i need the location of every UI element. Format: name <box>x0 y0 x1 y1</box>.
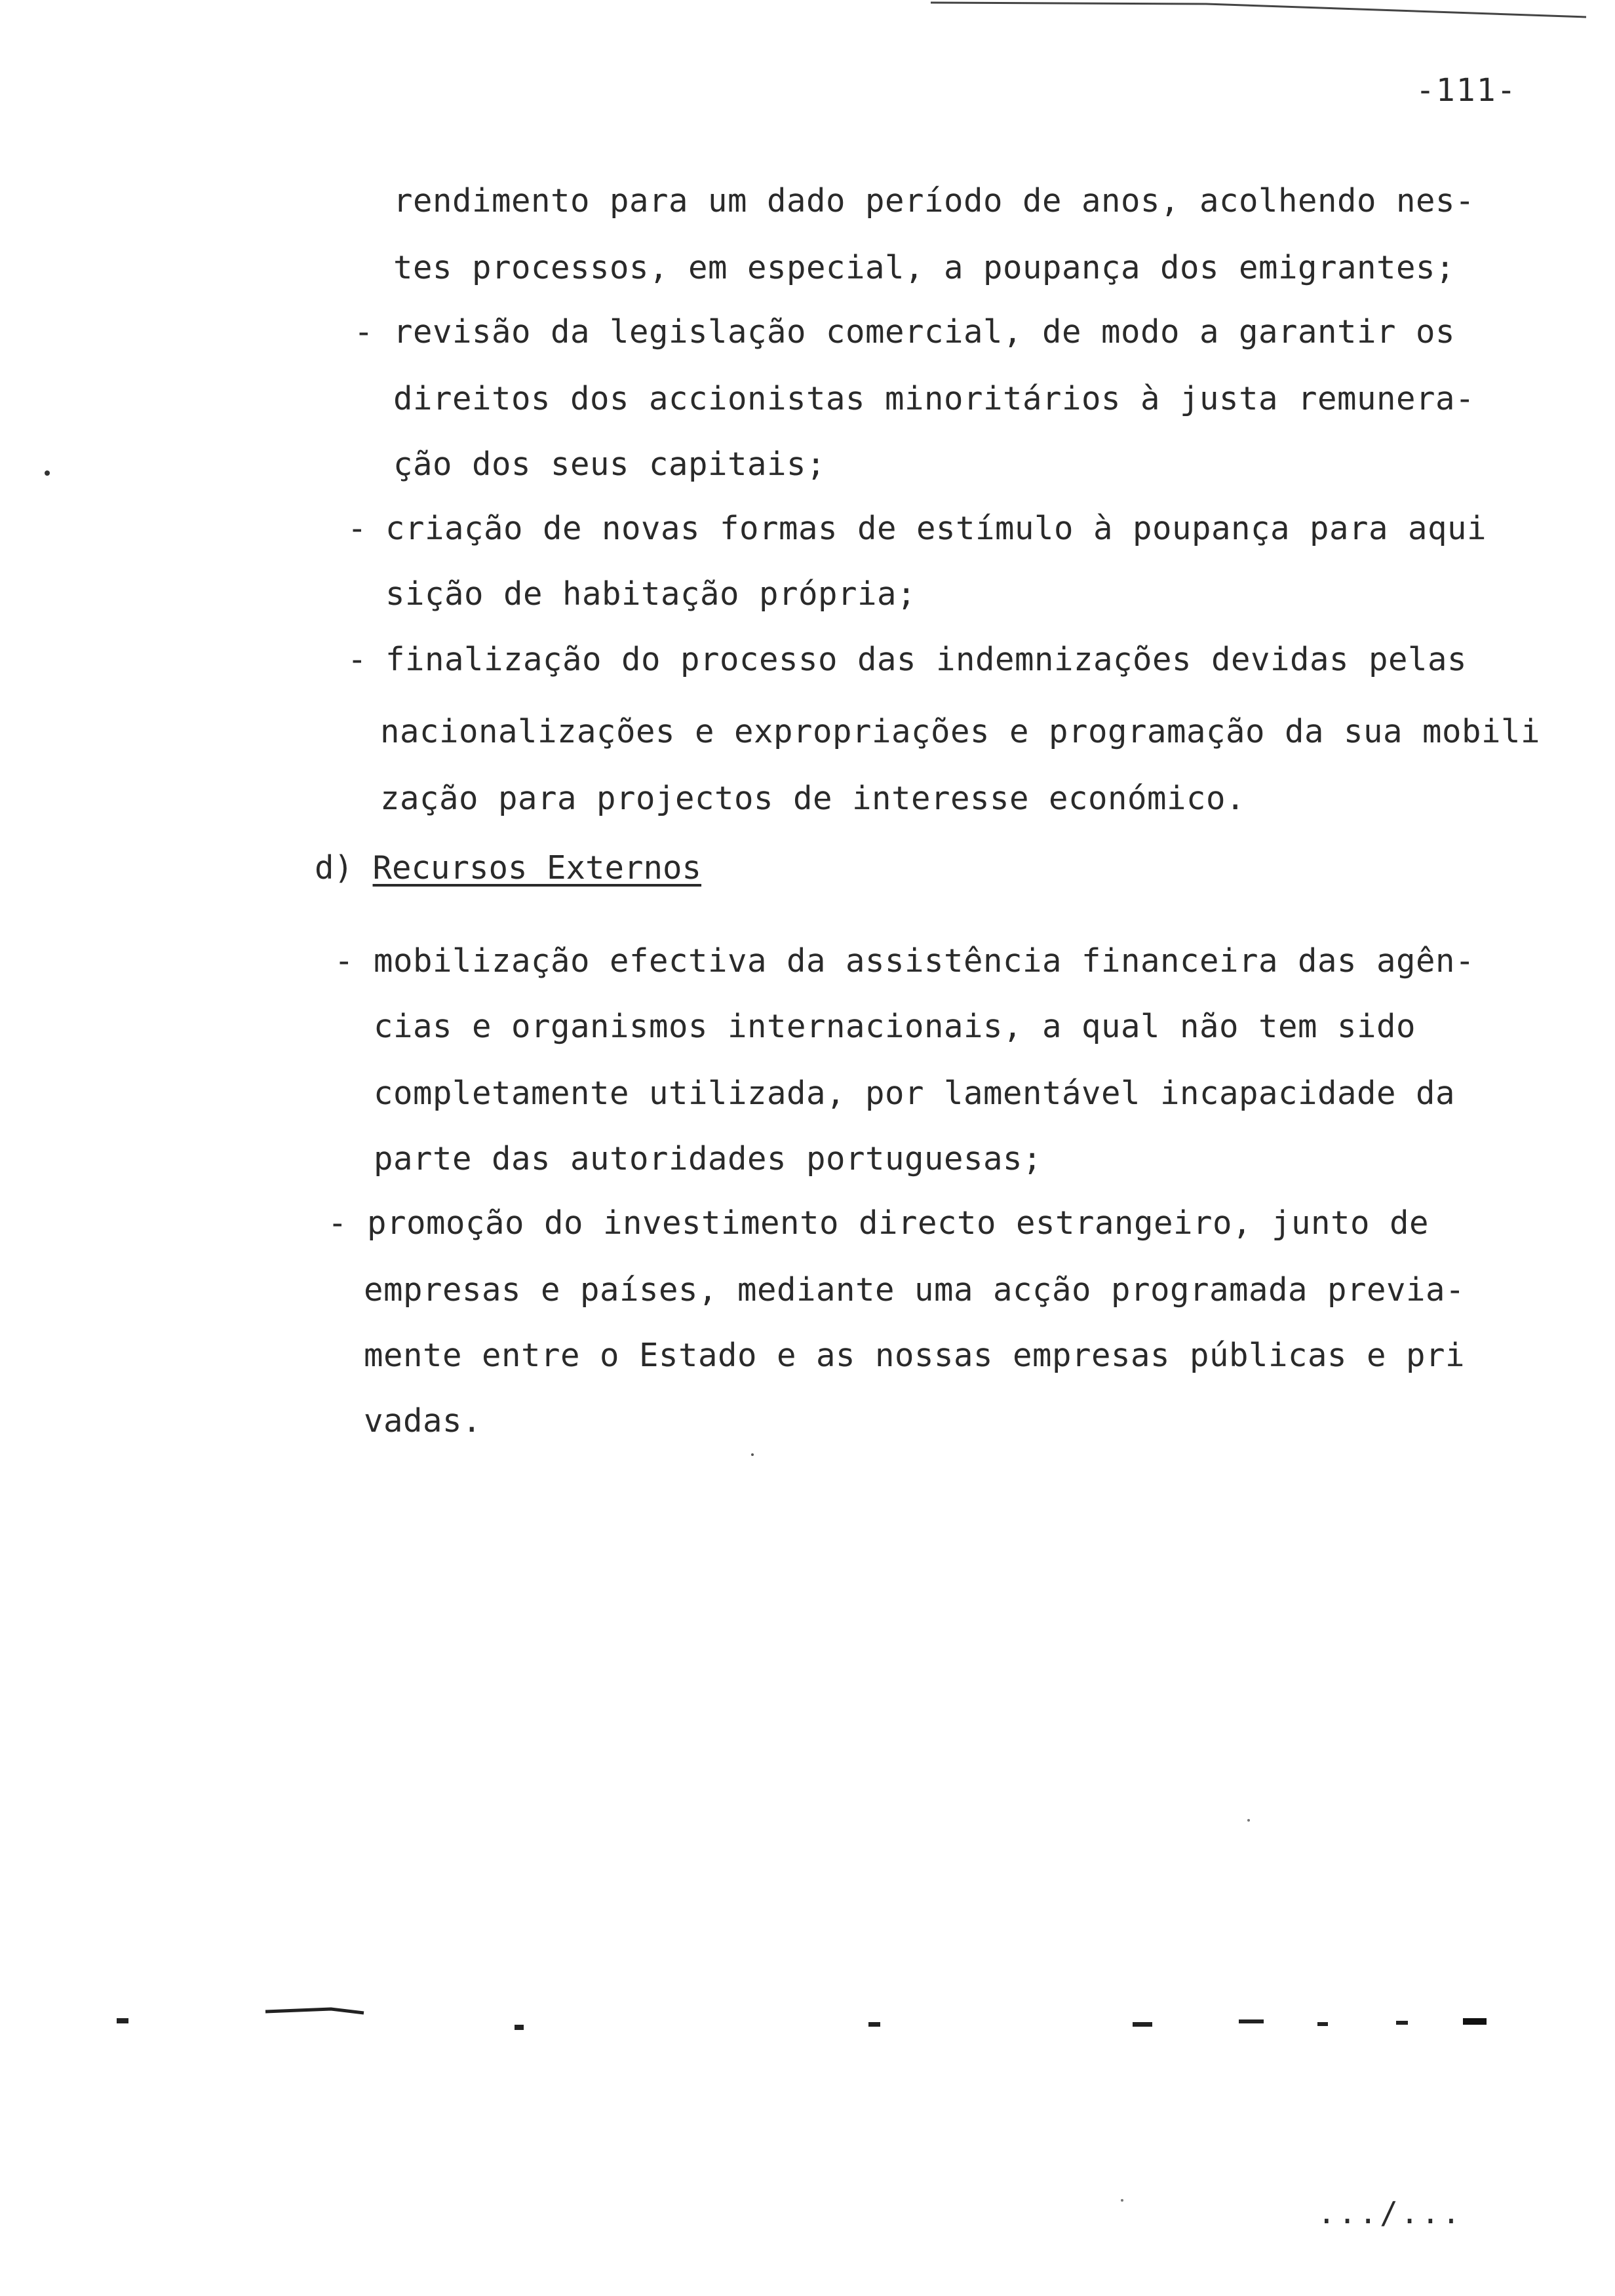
text-line: vadas. <box>364 1402 482 1440</box>
bullet-dash: - <box>328 1204 347 1242</box>
continuation-marker: .../... <box>1317 2195 1463 2230</box>
text-line: cias e organismos internacionais, a qual não tem sido <box>374 1008 1416 1045</box>
text-line: revisão da legislação comercial, de modo a garantir os <box>393 313 1456 351</box>
text-line: promoção do investimento directo estrangeiro, junto de <box>367 1204 1430 1242</box>
text-line: sição de habitação própria; <box>385 575 917 613</box>
text-line: zação para projectos de interesse económico. <box>380 780 1246 817</box>
bullet-dash: - <box>334 942 354 980</box>
bullet-dash: - <box>347 510 367 547</box>
text-line: direitos dos accionistas minoritários à justa remunera- <box>393 380 1475 417</box>
text-line: tes processos, em especial, a poupança dos emigrantes; <box>393 249 1456 286</box>
text-line: ção dos seus capitais; <box>393 446 827 483</box>
text-line: parte das autoridades portuguesas; <box>374 1140 1043 1177</box>
text-line: mente entre o Estado e as nossas empresas públicas e pri <box>364 1337 1466 1374</box>
text-line: mobilização efectiva da assistência financeira das agên- <box>374 942 1475 980</box>
section-title: Recursos Externos <box>372 849 702 887</box>
text-line: rendimento para um dado período de anos, acolhendo nes- <box>393 182 1475 220</box>
bullet-dash: - <box>354 313 374 351</box>
section-label: d) <box>315 849 354 887</box>
text-line: completamente utilizada, por lamentável incapacidade da <box>374 1075 1456 1112</box>
page-number: -111- <box>1416 72 1517 109</box>
text-line: finalização do processo das indemnizações devidas pelas <box>385 641 1468 678</box>
text-line: nacionalizações e expropriações e programação da sua mobili <box>380 713 1541 750</box>
text-line: empresas e países, mediante uma acção programada previa- <box>364 1271 1466 1309</box>
text-line: criação de novas formas de estímulo à poupança para aqui <box>385 510 1487 547</box>
bullet-dash: - <box>347 641 367 678</box>
